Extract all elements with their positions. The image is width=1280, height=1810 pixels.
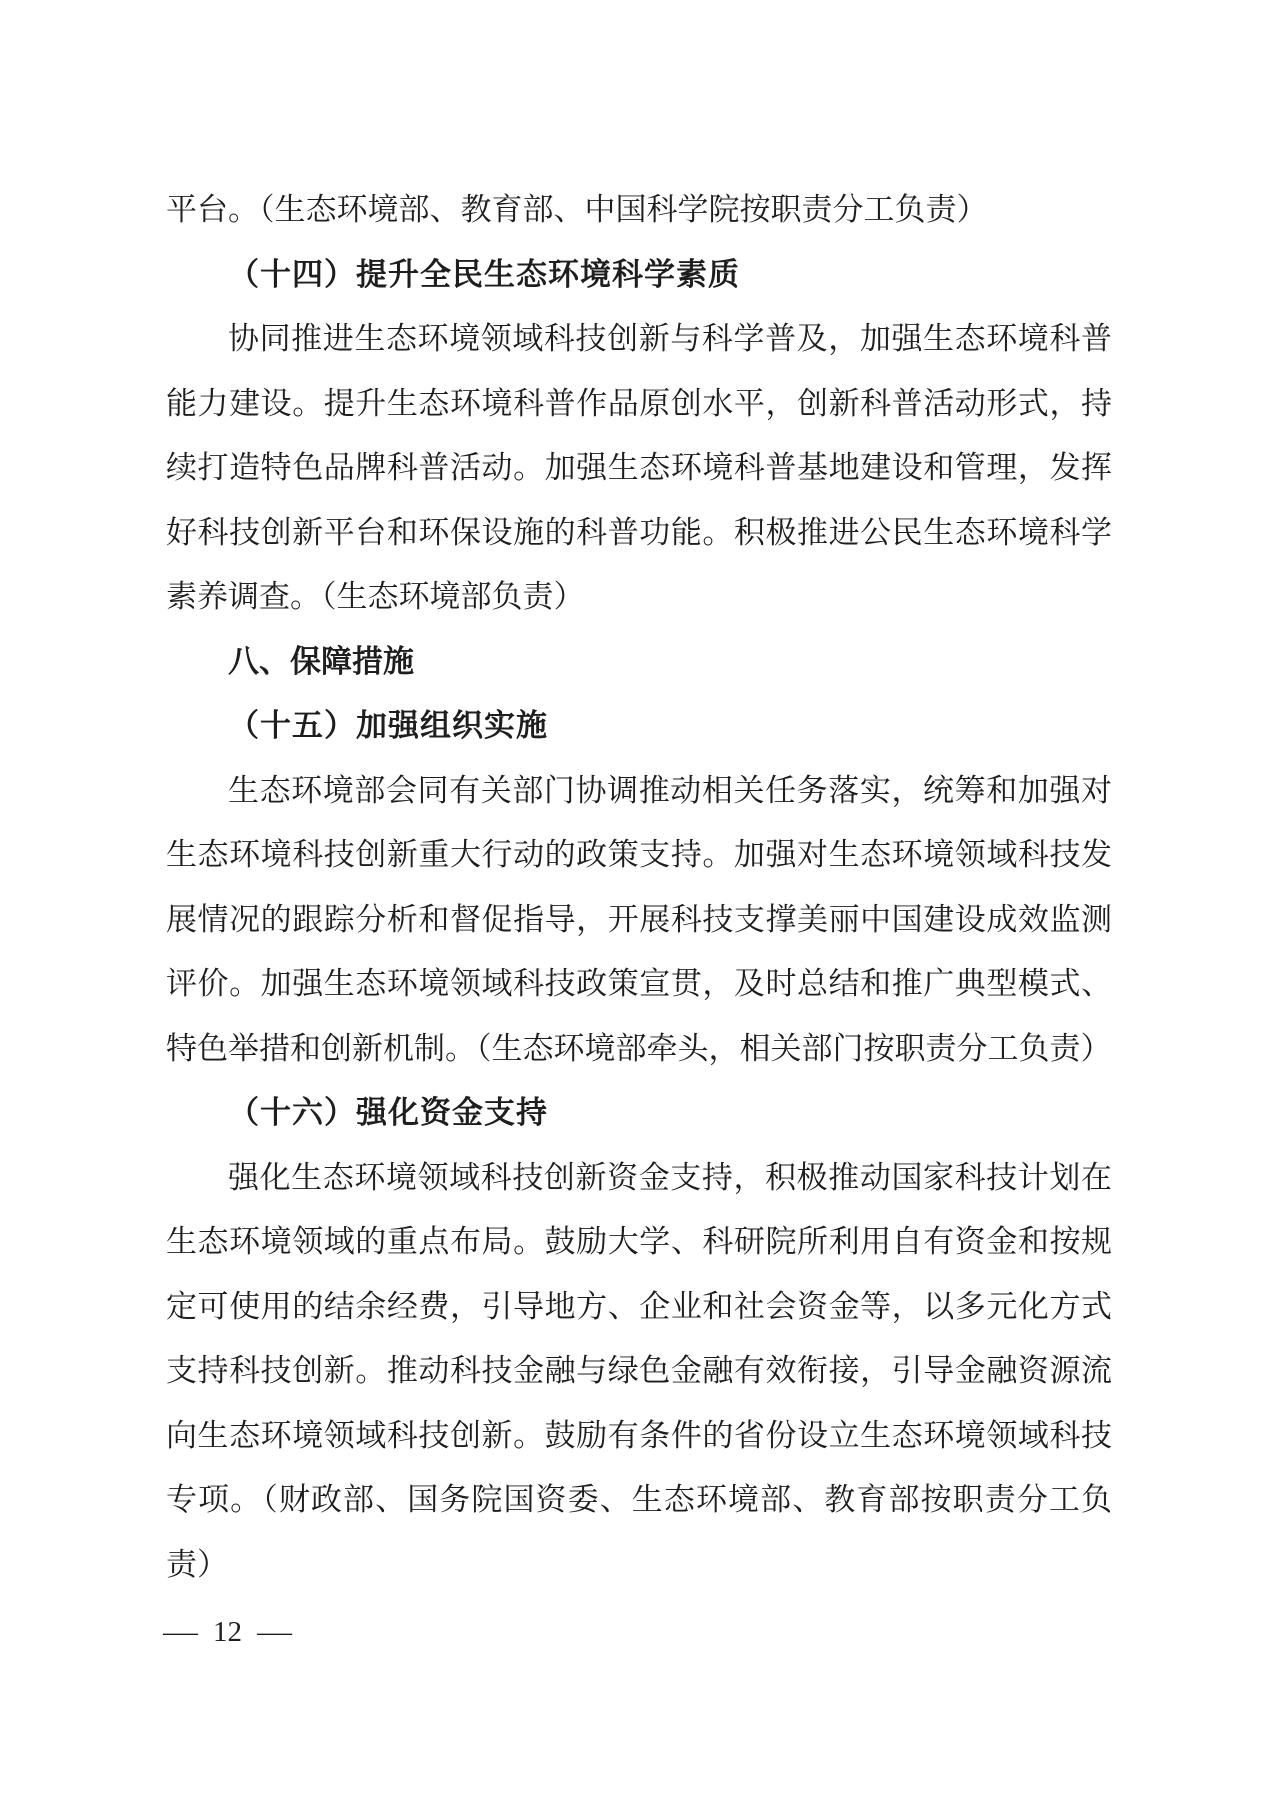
document-body	[166, 178, 1112, 1597]
page-number: 12	[213, 1616, 242, 1648]
paragraph-section-16: 强化生态环境领域科技创新资金支持，积极推动国家科技计划在生态环境领域的重点布局。鼓励大学、科研院所利用自有资金和按规定可使用的结余经费，引导地方、企业和社会资金等，以多元化方式支持科技创新。推动科技金融与绿色金融有效衔接，引导金融资源流向生态环境领域科技创新。鼓励有条件的省份设立生态环境领域科技专项。（财政部、国务院国资委、生态环境部、教育部按职责分工负责）	[166, 1159, 1112, 1582]
heading-chapter-8: 八、保障措施	[228, 643, 414, 679]
heading-section-15: （十五）加强组织实施	[228, 708, 548, 743]
paragraph-continuation: 平台。（生态环境部、教育部、中国科学院按职责分工负责）	[166, 192, 988, 227]
footer-dash-right: —	[257, 1616, 292, 1648]
heading-section-16: （十六）强化资金支持	[228, 1095, 548, 1130]
paragraph-section-14: 协同推进生态环境领域科技创新与科学普及，加强生态环境科普能力建设。提升生态环境科普作品原创水平，创新科普活动形式，持续打造特色品牌科普活动。加强生态环境科普基地建设和管理，发挥好科技创新平台和环保设施的科普功能。积极推进公民生态环境科学素养调查。（生态环境部负责）	[166, 321, 1112, 614]
page-footer	[163, 1612, 292, 1652]
paragraph-section-15: 生态环境部会同有关部门协调推动相关任务落实，统筹和加强对生态环境科技创新重大行动的政策支持。加强对生态环境领域科技发展情况的跟踪分析和督促指导，开展科技支撑美丽中国建设成效监测评价。加强生态环境领域科技政策宣贯，及时总结和推广典型模式、特色举措和创新机制。（生态环境部牵头，相关部门按职责分工负责）	[166, 772, 1112, 1066]
footer-dash-left: —	[163, 1616, 198, 1648]
heading-section-14: （十四）提升全民生态环境科学素质	[228, 256, 740, 292]
